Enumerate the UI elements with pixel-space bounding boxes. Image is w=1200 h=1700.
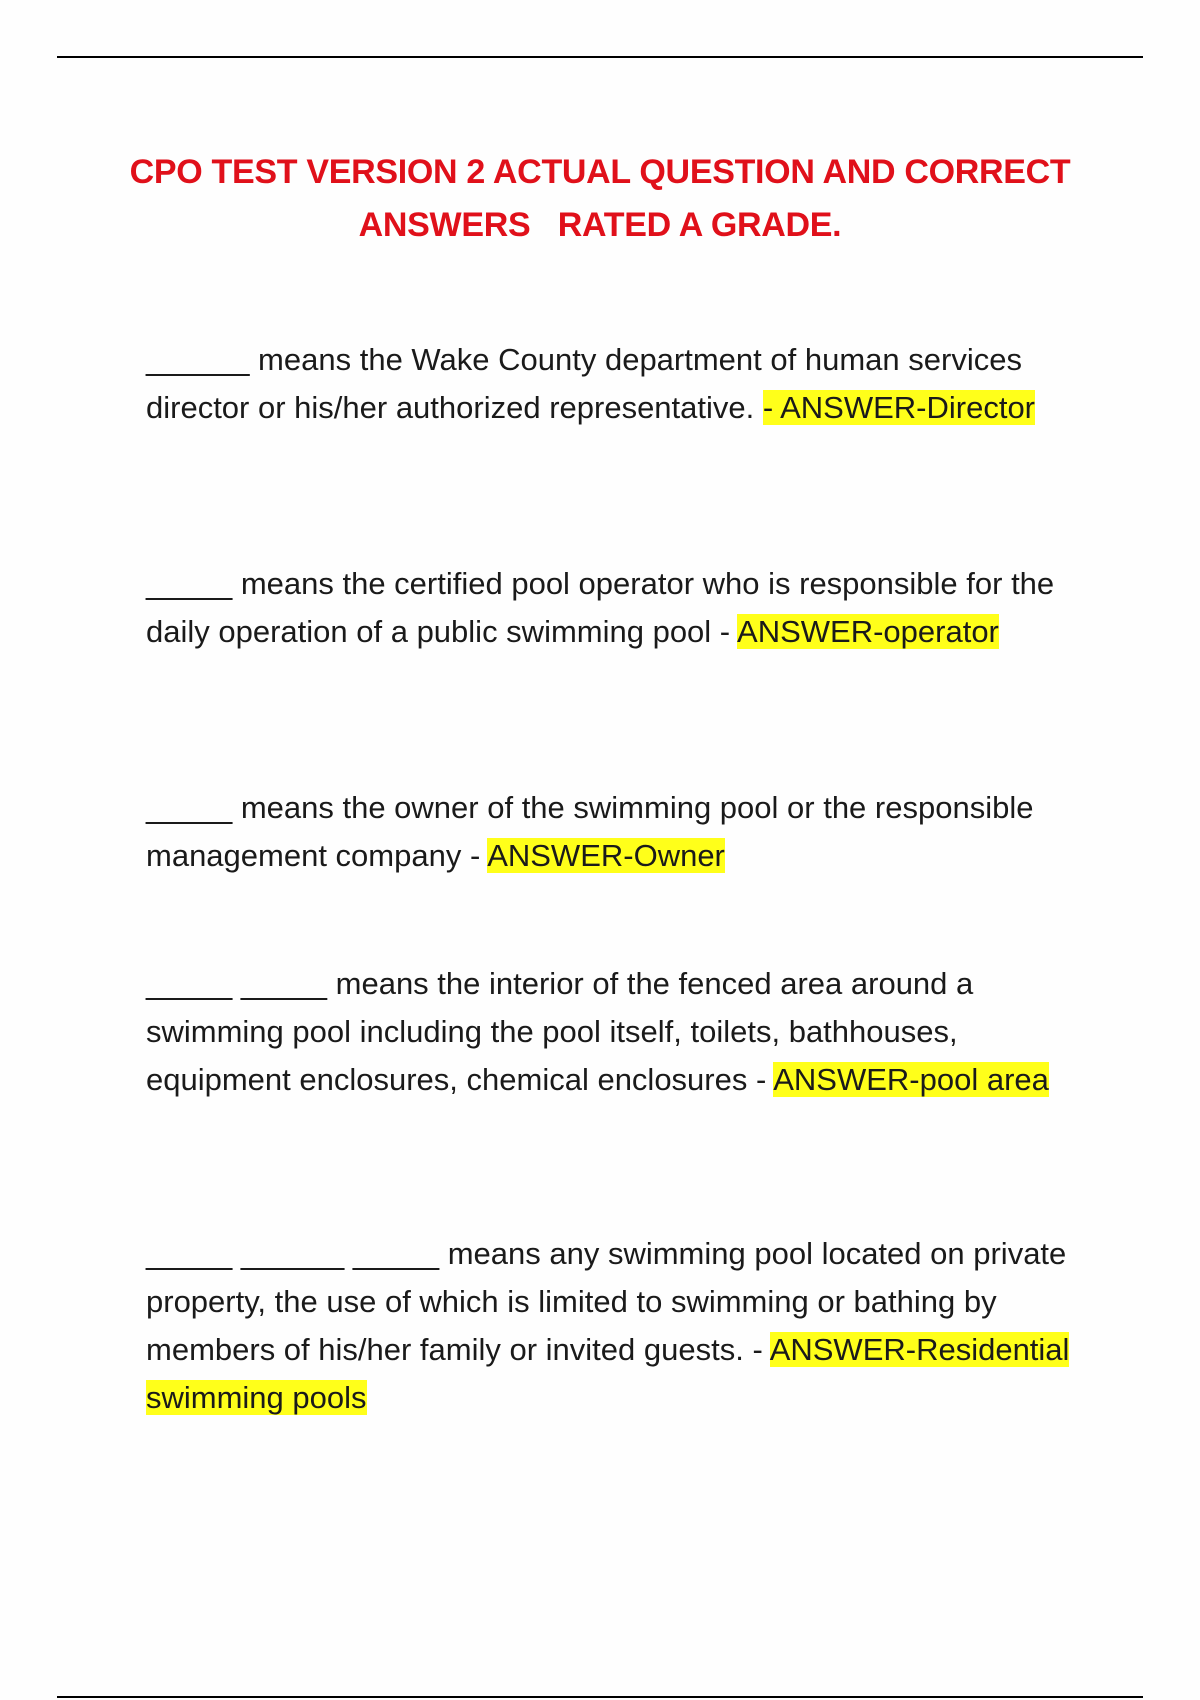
title-line-1: CPO TEST VERSION 2 ACTUAL QUESTION AND CORRECT — [129, 153, 1071, 191]
bottom-rule — [57, 1696, 1143, 1698]
document-title — [100, 146, 1100, 252]
question-text: ______ means the Wake County department of human services director or his/her authorized representative. — [146, 342, 1022, 425]
qa-item — [146, 336, 1086, 432]
answer-highlight: ANSWER-operator — [737, 614, 999, 649]
question-text: _____ ______ _____ means any swimming pool located on private property, the use of which is limited to swimming or bathing by members of his/her family or invited guests. - — [146, 1236, 1067, 1367]
answer-highlight: ANSWER-pool area — [773, 1062, 1049, 1097]
question-text: _____ _____ means the interior of the fenced area around a swimming pool including the pool itself, toilets, bathhouses, equipment enclosures, chemical enclosures - — [146, 966, 974, 1097]
answer-highlight: - ANSWER-Director — [762, 390, 1036, 425]
answer-highlight: ANSWER-Residential swimming pools — [146, 1332, 1070, 1415]
qa-item — [146, 1230, 1086, 1422]
question-text: _____ means the certified pool operator who is responsible for the daily operation of a public swimming pool - — [146, 566, 1055, 649]
qa-item — [146, 560, 1086, 656]
title-line-2: ANSWERS RATED A GRADE. — [358, 206, 842, 244]
answer-highlight: ANSWER-Owner — [487, 838, 725, 873]
qa-item — [146, 960, 1086, 1104]
qa-item — [146, 784, 1086, 880]
question-text: _____ means the owner of the swimming pool or the responsible management company - — [146, 790, 1034, 873]
top-rule — [57, 56, 1143, 58]
